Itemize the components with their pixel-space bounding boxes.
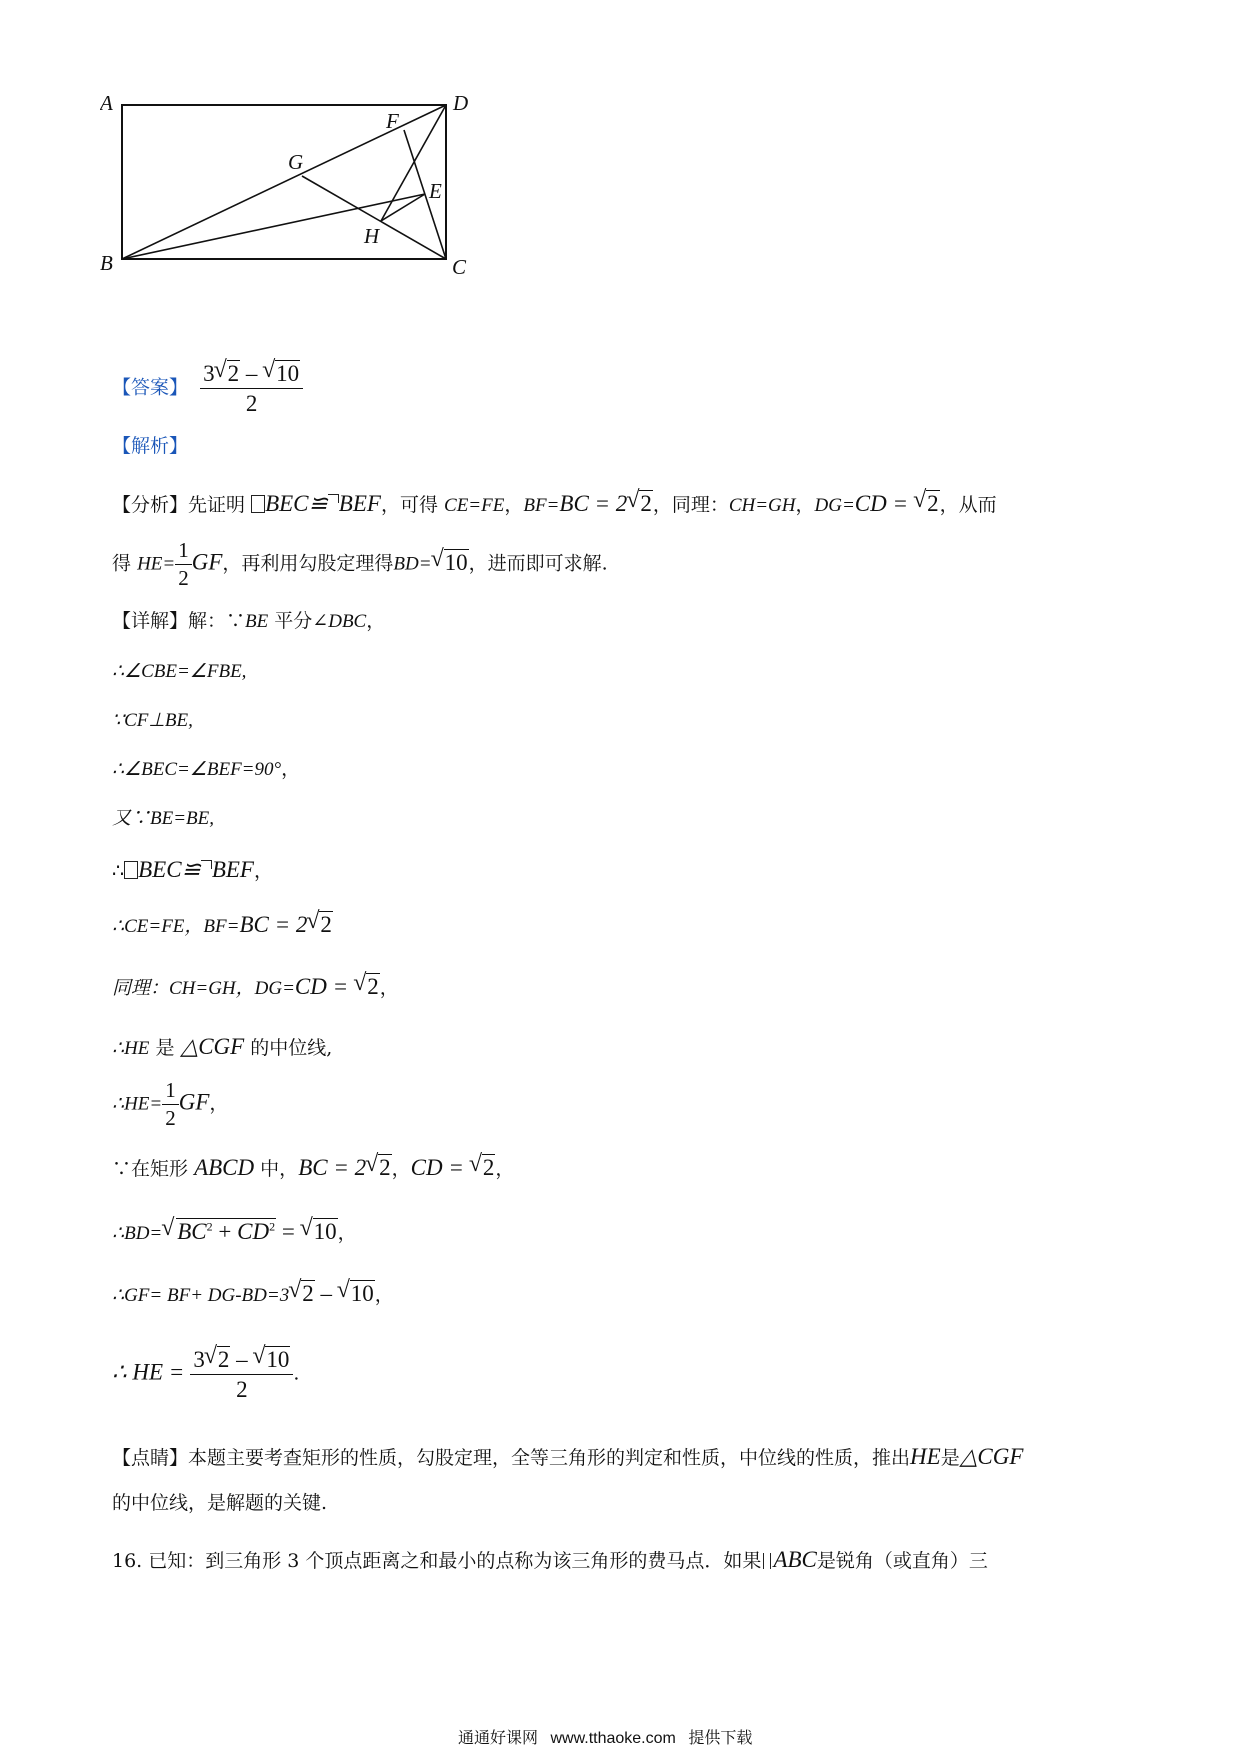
detail-line-10: ∴HE= $\frac{1}{2}$ GF， [112,1078,229,1130]
answer-fraction: $\frac{3√ 2 - √ 10}{2}$ [200,362,303,415]
comment-line-2: 的中位线，是解题的关键. [112,1492,328,1514]
point-label-g: G [288,150,304,174]
point-label-h: H [364,224,380,248]
detail-line-11: ∵在矩形 ABCD 中，BC = 2√ 2，CD = √ 2， [112,1156,514,1179]
detail-line-9: ∴HE 是 △CGF 的中位线, [112,1034,333,1059]
detail-line-5: 又∵BE=BE, [112,808,214,829]
answer-line [112,362,303,415]
detail-line-2: ∴∠CBE=∠FBE, [112,661,247,682]
comment-line-1: 【点睛】本题主要考查矩形的性质，勾股定理，全等三角形的判定和性质，中位线的性质，推出HE是△CGF [112,1444,1024,1469]
segment-be [122,194,425,259]
question-16: 16. 已知：到三角形 3 个顶点距离之和最小的点称为该三角形的费马点．如果 ABC是锐角（或直角）三 [112,1547,988,1572]
detail-line-4: ∴∠BEC=∠BEF=90°， [112,758,301,780]
analysis-line-1: 【分析】先证明 BEC≌ BEF，可得 CE=FE，BF=BC = 2√ 2，同理：CH=GH，DG=CD = √ 2，从而 [112,492,997,515]
triangle-glyph-box [251,495,265,513]
detail-line-6: ∴ BEC≌ BEF， [112,857,273,882]
detail-line-8: 同理：CH=GH，DG=CD = √ 2， [112,975,399,998]
point-label-c: C [452,255,467,279]
point-label-b: B [100,251,113,275]
analysis-line-2: 得 HE= $\frac{1}{2}$ GF，再利用勾股定理得BD=√ 10，进而即可求解. [112,540,608,589]
detail-line-12: ∴BD=√ $BC^2 + CD^2$ = √ 10， [112,1220,357,1243]
detail-line-3: ∵CF⊥BE, [112,710,193,731]
geometry-figure [100,88,540,310]
footer-suffix: 提供下载 [688,1730,753,1747]
footer-url[interactable]: www.tthaoke.com [550,1730,676,1747]
detail-line-14: ∴ HE = $\frac{3√ 2 - √ 10}{2}$ . [112,1348,299,1401]
detail-line-1: 【详解】解：∵BE 平分∠DBC， [112,610,386,632]
triangle-glyph-box [328,494,339,503]
point-label-e: E [429,179,442,203]
triangle-glyph-box [201,860,212,869]
point-label-f: F [386,109,399,133]
footer-site-name: 通通好课网 [458,1730,539,1747]
analysis-tag: 【解析】 [112,435,189,457]
triangle-glyph-box [124,861,138,879]
point-label-a: A [100,91,113,115]
he-fraction: $\frac{3√ 2 - √ 10}{2}$ [190,1348,293,1401]
point-label-d: D [453,91,469,115]
triangle-glyph-box [763,1553,771,1569]
footer [458,1725,752,1748]
detail-line-7: ∴CE=FE，BF=BC = 2√ 2 [112,913,333,936]
detail-line-13: ∴GF= BF+ DG-BD=3√ 2 – √ 10， [112,1282,394,1305]
answer-tag: 【答案】 [112,376,189,399]
